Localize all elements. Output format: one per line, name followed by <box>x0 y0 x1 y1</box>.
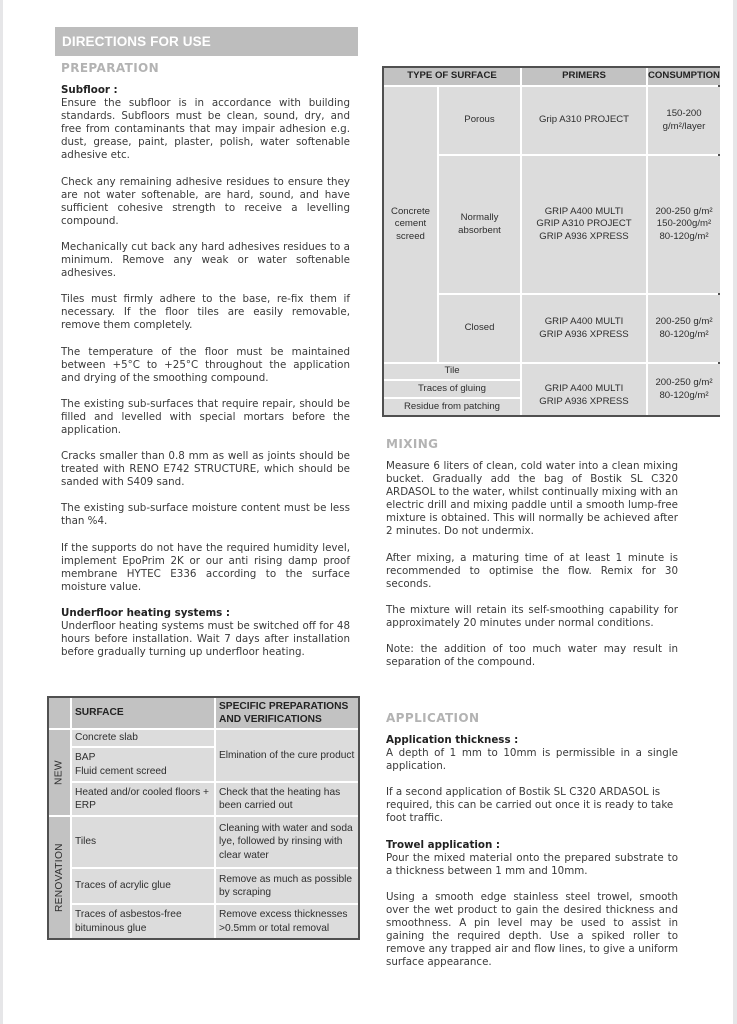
group-new <box>49 730 70 815</box>
group-renovation-label: RENOVATION <box>53 843 65 912</box>
paragraph: Check any remaining adhesive residues to ensure they are not water softenable, are hard, sound, and have sufficient cohesive strength to receive a levelling compound. <box>61 175 350 227</box>
heating-preparations-table <box>47 696 360 940</box>
prep-cleaning: Cleaning with water and soda lye, followed by rinsing with clear water <box>216 817 358 867</box>
mixing-text <box>386 460 678 682</box>
paragraph: The temperature of the floor must be maintained between +5°C to +25°C throughout the application and drying of the smoothing compound. <box>61 345 350 384</box>
paragraph: After mixing, a maturing time of at least 1 minute is recommended to optimise the flow. Remix for 30 seconds. <box>386 551 678 590</box>
consumption-line: 200-250 g/m² <box>655 205 713 217</box>
header-surface: SURFACE <box>72 698 214 728</box>
primer-line: GRIP A400 MULTI <box>544 316 624 327</box>
bap-line: BAP <box>75 752 96 764</box>
primers-closed <box>522 295 646 362</box>
consumption-line: g/m²/layer <box>662 120 706 132</box>
surface-bap <box>72 748 214 781</box>
preparation-heading: PREPARATION <box>61 61 160 75</box>
consumption-line: 80-120g/m² <box>659 328 709 340</box>
underfloor-text: Underfloor heating systems must be switched off for 48 hours before installation. Wait 7 days after installation before gradually turning up underfloor heating. <box>61 620 350 659</box>
prep-check-heating: Check that the heating has been carried out <box>216 783 358 815</box>
surface-acrylic-glue: Traces of acrylic glue <box>72 869 214 903</box>
prep-excess-removal: Remove excess thicknesses >0.5mm or total removal <box>216 905 358 938</box>
surface-tiles: Tiles <box>72 817 214 867</box>
primers-normally-absorbent <box>522 156 646 293</box>
subfloor-paragraph <box>61 84 350 163</box>
primer-line: GRIP A400 MULTI <box>544 383 624 394</box>
header-specific-preparations: SPECIFIC PREPARATIONS AND VERIFICATIONS <box>216 698 358 728</box>
type-closed: Closed <box>439 295 520 362</box>
consumption-normally-absorbent <box>648 156 720 293</box>
bap-line: Fluid cement screed <box>75 765 167 777</box>
consumption-line: 150-200g/m² <box>656 218 712 230</box>
thickness-paragraph <box>386 734 678 773</box>
paragraph: Tiles must firmly adhere to the base, re-fix them if necessary. If the floor tiles are easily removable, remove them completely. <box>61 293 350 332</box>
group-new-label: NEW <box>53 760 65 785</box>
application-heading: APPLICATION <box>386 711 480 725</box>
thickness-lead: Application thickness : <box>386 734 519 746</box>
header-type-of-surface: TYPE OF SURFACE <box>384 68 520 85</box>
surface-primers-table <box>382 66 720 417</box>
thickness-text: A depth of 1 mm to 10mm is permissible in a single application. <box>386 747 678 773</box>
directions-for-use-banner: DIRECTIONS FOR USE <box>55 27 358 56</box>
trowel-paragraph <box>386 839 678 878</box>
prep-scraping: Remove as much as possible by scraping <box>216 869 358 903</box>
paragraph: Using a smooth edge stainless steel trowel, smooth over the wet product to gain the desired thickness and smoothness. A pin level may be used to assist in gaining the required depth. Use a spiked roller to remove any trapped air and flow lines, to give a uniform surface appearance. <box>386 890 678 969</box>
primer-line: GRIP A310 PROJECT <box>536 218 632 230</box>
underfloor-paragraph <box>61 607 350 659</box>
header-consumption: CONSUMPTION <box>648 68 720 85</box>
type-tile: Tile <box>384 364 520 379</box>
preparation-text <box>61 84 350 672</box>
type-traces-of-gluing: Traces of gluing <box>384 381 520 397</box>
surface-bituminous-glue: Traces of asbestos-free bituminous glue <box>72 905 214 938</box>
type-residue-from-patching: Residue from patching <box>384 399 520 415</box>
consumption-closed <box>648 295 720 362</box>
surface-heated-floors: Heated and/or cooled floors + ERP <box>72 783 214 815</box>
consumption-line: 150-200 <box>666 108 702 119</box>
primer-line: GRIP A400 MULTI <box>544 205 624 217</box>
document-page <box>3 0 733 1024</box>
paragraph: Mechanically cut back any hard adhesives residues to a minimum. Remove any weak or water softenable adhesives. <box>61 240 350 280</box>
trowel-text: Pour the mixed material onto the prepared substrate to a thickness between 1 mm and 10mm. <box>386 851 678 877</box>
primer-line: GRIP A936 XPRESS <box>539 230 629 242</box>
mixing-heading: MIXING <box>386 437 439 451</box>
prep-elimination: Elmination of the cure product <box>216 730 358 781</box>
type-normally-absorbent: Normally absorbent <box>439 156 520 293</box>
consumption-line: 200-250 g/m² <box>655 316 713 327</box>
primer-line: GRIP A936 XPRESS <box>539 328 629 340</box>
paragraph: The mixture will retain its self-smoothing capability for approximately 20 minutes under normal conditions. <box>386 603 678 629</box>
group-renovation <box>49 817 70 938</box>
paragraph: The existing sub-surfaces that require repair, should be filled and levelled with special mortars before the application. <box>61 397 350 436</box>
header-blank <box>49 698 70 728</box>
primer-line: GRIP A936 XPRESS <box>539 395 629 407</box>
underfloor-lead: Underfloor heating systems : <box>61 606 231 619</box>
group-concrete-cement-screed: Concrete cement screed <box>384 87 437 362</box>
paragraph: If a second application of Bostik SL C320 ARDASOL is required, this can be carried out once it is ready to take foot traffic. <box>386 786 674 825</box>
type-porous: Porous <box>439 87 520 154</box>
paragraph: Measure 6 liters of clean, cold water into a clean mixing bucket. Gradually add the bag of Bostik SL C320 ARDASOL to the water, whilst continually mixing with an electric drill and mixing paddle until a smooth lump-free mixture is obtained. This will normally be achieved after 2 minutes. Do not undermix. <box>386 460 678 538</box>
consumption-porous <box>648 87 720 154</box>
surface-concrete-slab: Concrete slab <box>72 730 214 746</box>
subfloor-text: Ensure the subfloor is in accordance with building standards. Subfloors must be clean, sound, dry, and free from contaminants that may impair adhesion e.g. dust, grease, paint, plaster, polish, water softenable adhesive etc. <box>61 97 350 162</box>
subfloor-lead: Subfloor : <box>61 84 118 96</box>
consumption-other <box>648 364 720 415</box>
primers-other <box>522 364 646 415</box>
consumption-line: 200-250 g/m² <box>655 377 713 388</box>
consumption-line: 80-120g/m² <box>659 230 709 242</box>
consumption-line: 80-120g/m² <box>659 389 709 401</box>
paragraph: Note: the addition of too much water may result in separation of the compound. <box>386 643 678 669</box>
paragraph: The existing sub-surface moisture content must be less than %4. <box>61 502 350 528</box>
trowel-lead: Trowel application : <box>386 838 501 851</box>
header-primers: PRIMERS <box>522 68 646 85</box>
paragraph: Cracks smaller than 0.8 mm as well as joints should be treated with RENO E742 STRUCTURE, which should be sanded with S409 sand. <box>61 450 350 489</box>
application-text <box>386 734 678 982</box>
paragraph: If the supports do not have the required humidity level, implement EpoPrim 2K or our anti rising damp proof membrane HYTEC E336 according to the surface moisture value. <box>61 541 350 593</box>
primers-porous: Grip A310 PROJECT <box>522 87 646 154</box>
